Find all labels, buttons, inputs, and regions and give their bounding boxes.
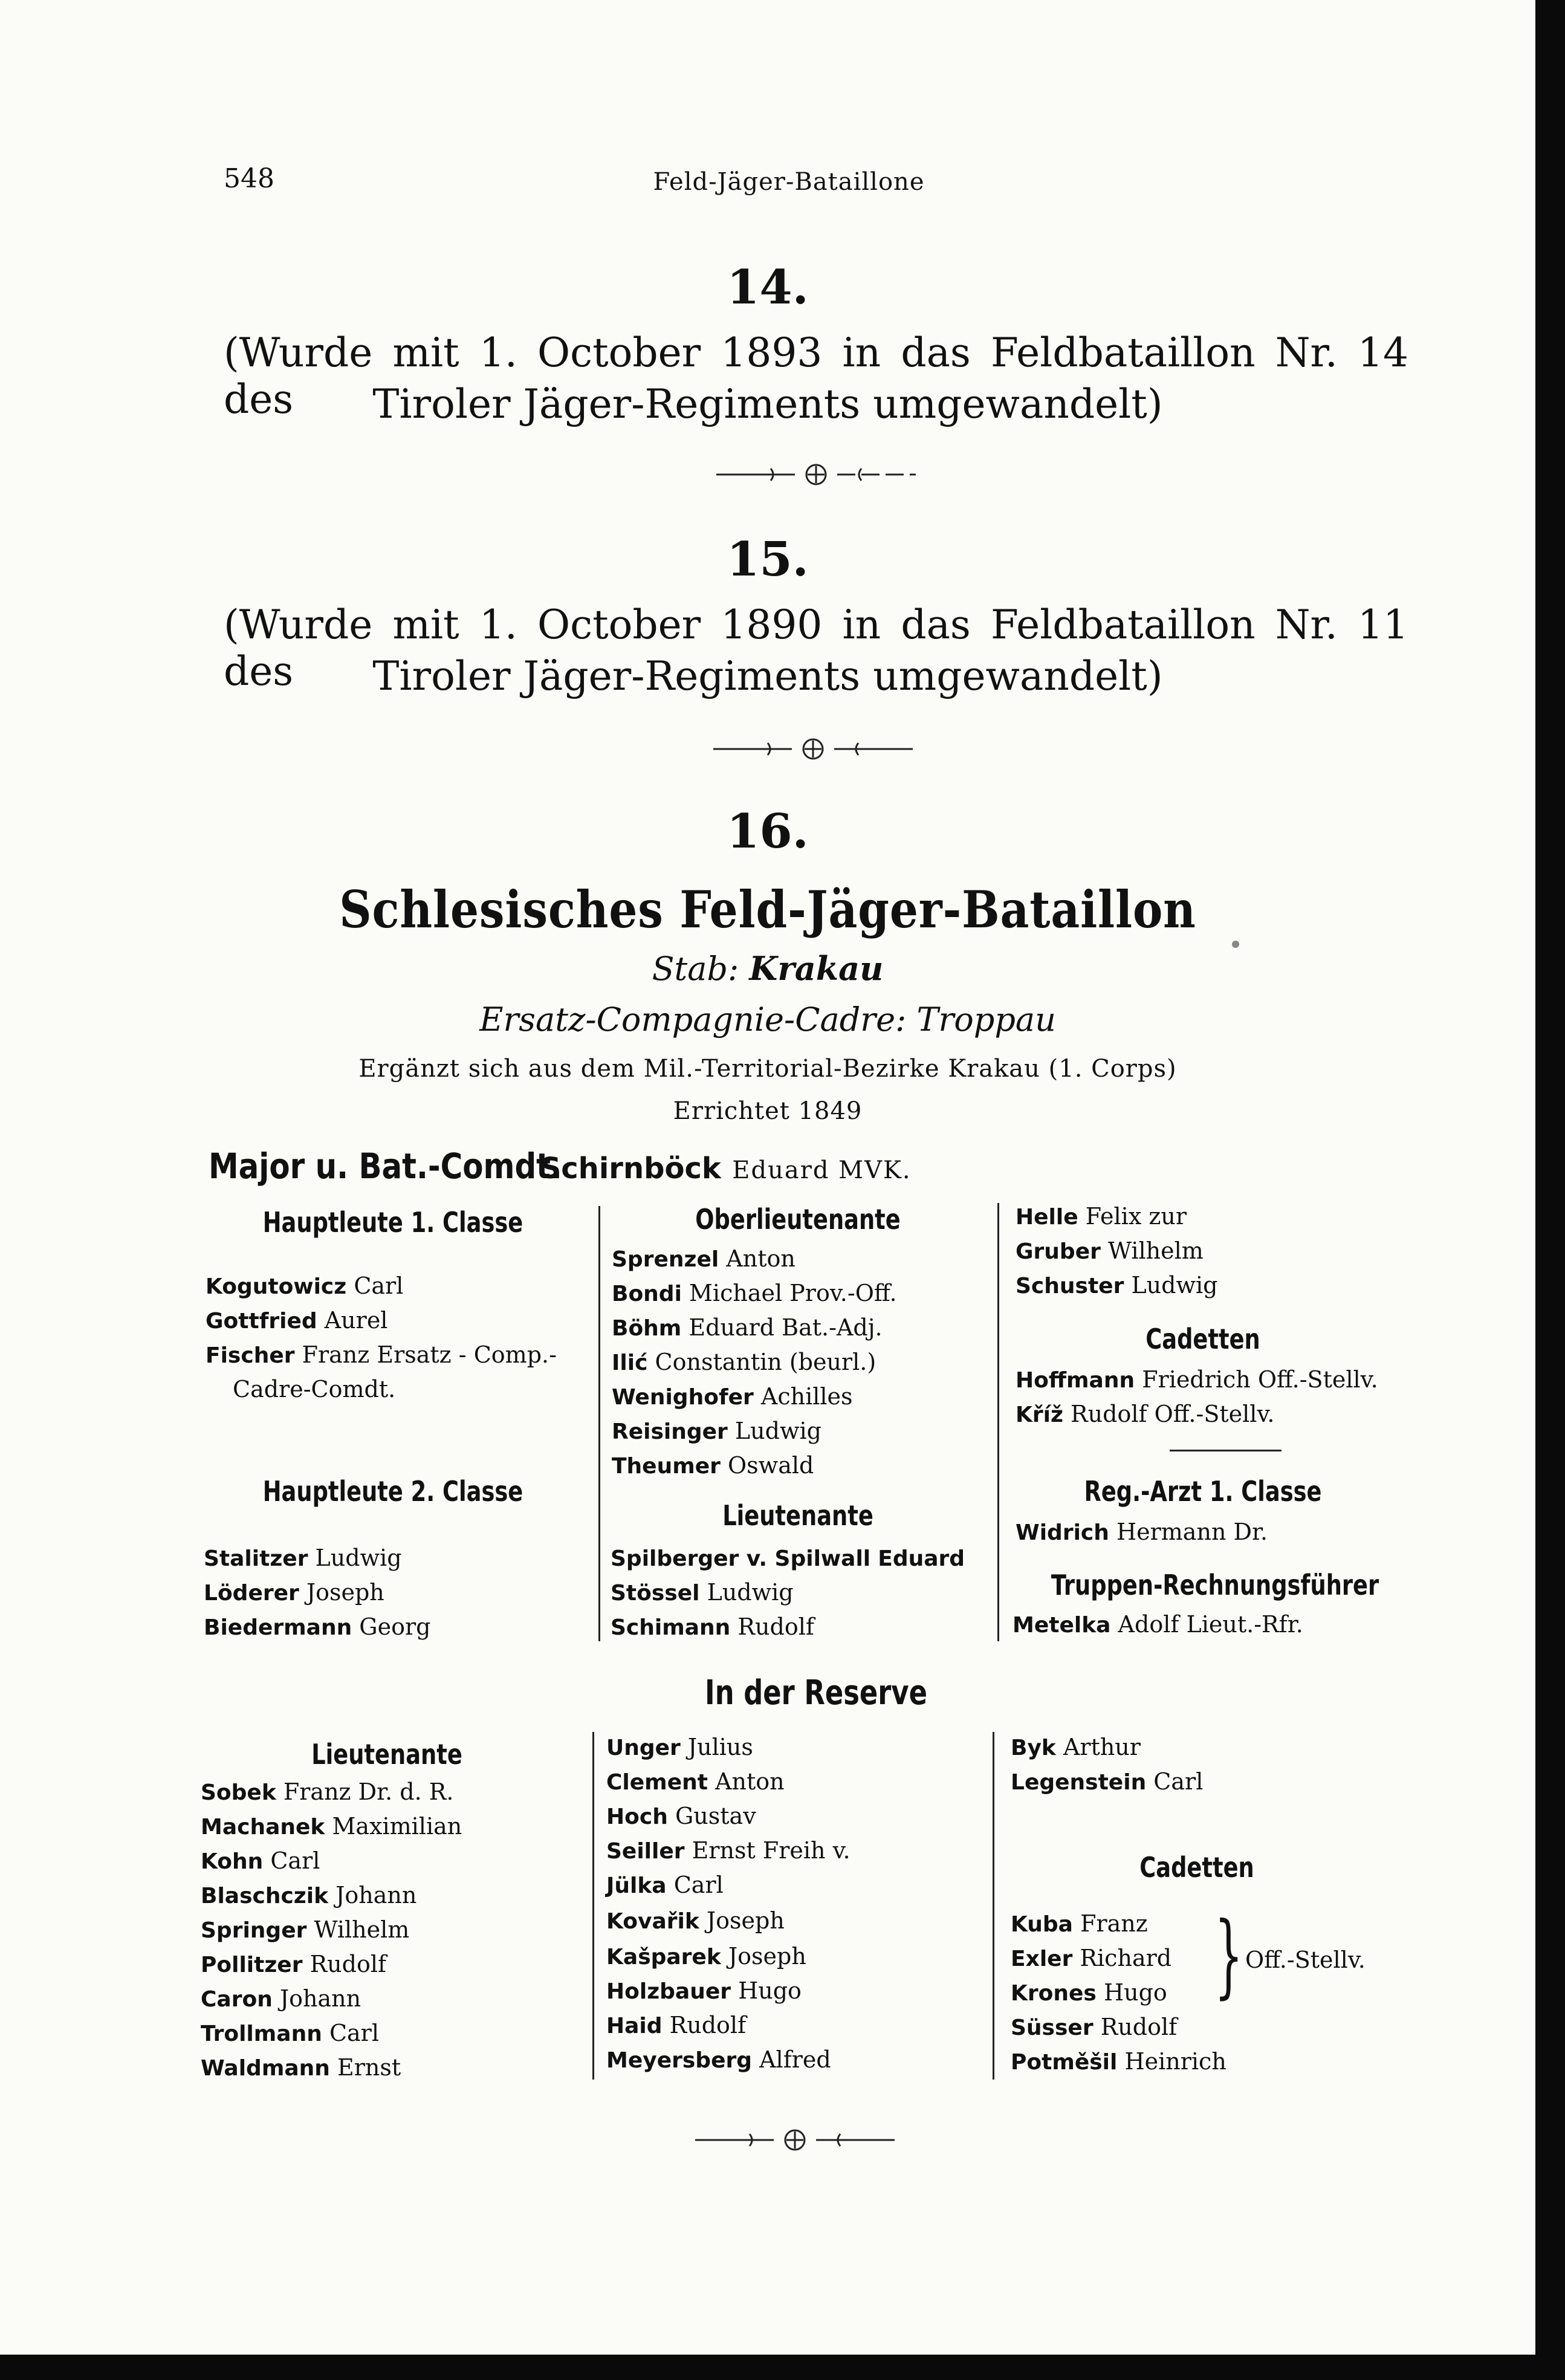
list-item: Machanek Maximilian	[201, 1813, 462, 1840]
heading-reserve: In der Reserve	[705, 1673, 927, 1713]
list-item: Blaschczik Johann	[201, 1882, 417, 1908]
list-item: Caron Johann	[201, 1985, 361, 2012]
list-item: Widrich Hermann Dr.	[1016, 1519, 1268, 1545]
heading-hauptleute-1: Hauptleute 1. Classe	[262, 1206, 523, 1239]
ornament-divider	[716, 461, 916, 488]
list-item: Gruber Wilhelm	[1016, 1237, 1204, 1264]
list-item: Bondi Michael Prov.-Off.	[612, 1280, 897, 1306]
heading-hauptleute-2: Hauptleute 2. Classe	[262, 1475, 523, 1508]
list-item: Clement Anton	[606, 1768, 785, 1795]
list-item: Böhm Eduard Bat.-Adj.	[612, 1314, 883, 1341]
heading-cadetten: Cadetten	[1145, 1323, 1260, 1355]
list-item: Meyersberg Alfred	[606, 2046, 831, 2073]
column-divider	[592, 1732, 594, 2080]
scan-edge-bottom	[0, 2355, 1565, 2380]
list-item: Sprenzel Anton	[612, 1245, 795, 1272]
list-item: Helle Felix zur	[1016, 1203, 1187, 1230]
stab-label: Stab:	[652, 950, 739, 988]
list-item: Kohn Carl	[201, 1847, 320, 1874]
print-speck	[1232, 941, 1239, 948]
list-item: Fischer Franz Ersatz - Comp.-	[206, 1341, 557, 1368]
list-item: Haid Rudolf	[606, 2012, 747, 2038]
brace-note: Off.-Stellv.	[1245, 1947, 1366, 1973]
erganzt-line: Ergänzt sich aus dem Mil.-Territorial-Bezirke Krakau (1. Corps)	[358, 1055, 1177, 1083]
major-rest: Eduard MVK.	[732, 1156, 912, 1184]
page-number: 548	[224, 163, 274, 194]
list-item: Jülka Carl	[606, 1872, 724, 1898]
major-label: Major u. Bat.-Comdt.	[209, 1146, 562, 1187]
ersatz-label: Ersatz-Compagnie-Cadre:	[479, 1000, 907, 1039]
list-item: Kovařik Joseph	[606, 1907, 785, 1934]
heading-lieutenante: Lieutenante	[722, 1499, 873, 1532]
short-rule	[1170, 1450, 1281, 1451]
stab-line	[0, 949, 1535, 988]
list-item: Gottfried Aurel	[206, 1307, 388, 1334]
list-item: Stössel Ludwig	[611, 1579, 794, 1606]
list-item: Exler Richard	[1011, 1945, 1172, 1971]
list-item: Sobek Franz Dr. d. R.	[201, 1779, 454, 1805]
list-item: Seiller Ernst Freih v.	[606, 1837, 851, 1864]
section-15-line-2: Tiroler Jäger-Regiments umgewandelt)	[372, 653, 1163, 699]
column-divider	[997, 1203, 999, 1641]
list-item: Schuster Ludwig	[1016, 1272, 1218, 1299]
list-item: Hoffmann Friedrich Off.-Stellv.	[1016, 1366, 1378, 1393]
list-item: Holzbauer Hugo	[606, 1977, 802, 2004]
ornament-divider	[713, 736, 913, 762]
section-14-number: 14.	[727, 260, 809, 315]
list-item: Stalitzer Ludwig	[204, 1545, 402, 1571]
list-item: Löderer Joseph	[204, 1579, 384, 1606]
list-item: Reisinger Ludwig	[612, 1418, 821, 1444]
ornament-divider	[695, 2127, 895, 2153]
list-item: Schimann Rudolf	[611, 1613, 814, 1640]
heading-reserve-cadetten: Cadetten	[1139, 1851, 1254, 1884]
ersatz-value: Troppau	[916, 1000, 1056, 1039]
column-divider	[993, 1732, 994, 2080]
list-item: Krones Hugo	[1011, 1979, 1167, 2006]
list-item: Metelka Adolf Lieut.-Rfr.	[1013, 1611, 1303, 1638]
list-item: Potměšil Heinrich	[1011, 2048, 1226, 2075]
list-item: Kříž Rudolf Off.-Stellv.	[1016, 1401, 1275, 1427]
list-item: Hoch Gustav	[606, 1803, 756, 1829]
errichtet-line: Errichtet 1849	[673, 1097, 863, 1125]
list-item: Legenstein Carl	[1011, 1768, 1204, 1795]
heading-rechnungsfuehrer: Truppen-Rechnungsführer	[1051, 1569, 1379, 1601]
ersatz-line	[0, 1000, 1535, 1039]
list-item: Springer Wilhelm	[201, 1916, 410, 1943]
list-item: Wenighofer Achilles	[612, 1383, 853, 1410]
list-item: Süsser Rudolf	[1011, 2014, 1178, 2040]
heading-reg-arzt: Reg.-Arzt 1. Classe	[1084, 1475, 1322, 1508]
brace-symbol: }	[1214, 1903, 1243, 2008]
list-item: Byk Arthur	[1011, 1734, 1141, 1760]
list-item: Kogutowicz Carl	[206, 1273, 404, 1299]
running-head	[0, 163, 1535, 212]
section-15-number: 15.	[727, 532, 809, 587]
list-item: Cadre-Comdt.	[233, 1376, 396, 1402]
section-16-number: 16.	[727, 804, 809, 859]
heading-reserve-lieutenante: Lieutenante	[311, 1738, 462, 1771]
section-14-line-2: Tiroler Jäger-Regiments umgewandelt)	[372, 381, 1163, 427]
running-title: Feld-Jäger-Bataillone	[653, 168, 925, 196]
list-item: Trollmann Carl	[201, 2020, 379, 2046]
heading-oberlieutenante: Oberlieutenante	[695, 1203, 901, 1236]
section-16-title: Schlesisches Feld-Jäger-Bataillon	[339, 880, 1196, 939]
stab-value: Krakau	[749, 949, 884, 988]
major-surname: Schirnböck	[540, 1152, 721, 1185]
list-item: Spilberger v. Spilwall Eduard	[611, 1546, 965, 1571]
list-item: Ilić Constantin (beurl.)	[612, 1349, 876, 1375]
major-line	[209, 1146, 912, 1187]
list-item: Kuba Franz	[1011, 1910, 1148, 1937]
list-item: Theumer Oswald	[612, 1452, 814, 1479]
section-14-line-1: (Wurde mit 1. October 1893 in das Feldbataillon Nr. 14 des	[224, 329, 1408, 423]
column-divider	[598, 1206, 600, 1641]
section-15-line-1: (Wurde mit 1. October 1890 in das Feldbataillon Nr. 11 des	[224, 601, 1408, 695]
list-item: Kašparek Joseph	[606, 1943, 806, 1970]
list-item: Waldmann Ernst	[201, 2054, 401, 2081]
list-item: Biedermann Georg	[204, 1613, 431, 1640]
scan-edge-right	[1535, 0, 1565, 2380]
list-item: Pollitzer Rudolf	[201, 1951, 387, 1977]
list-item: Unger Julius	[606, 1734, 753, 1760]
